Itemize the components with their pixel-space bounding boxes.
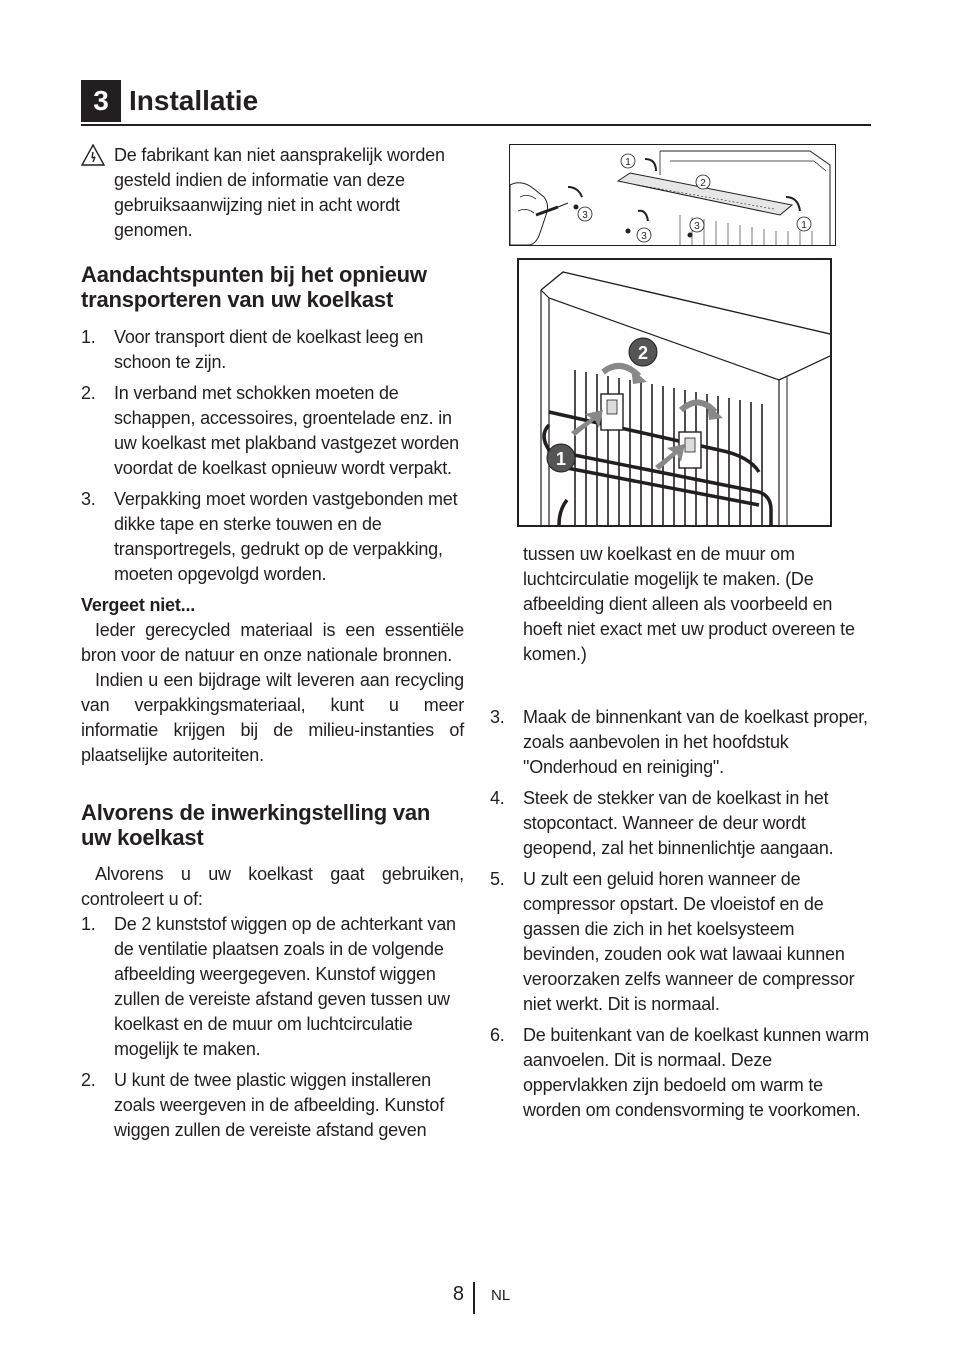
fig1-label: 1 (801, 220, 807, 231)
wedge-illustration-drawing (519, 260, 830, 525)
transport-illustration-drawing (510, 145, 835, 245)
item-text: U kunt de twee plastic wiggen installeren zoals weergeven in de afbeelding. Kunstof wiggen zullen de vereiste afstand geven (114, 1070, 445, 1140)
chapter-title: Installatie (129, 85, 259, 116)
item-number: 1. (81, 914, 96, 934)
item-number: 3. (81, 489, 96, 509)
transport-list (81, 325, 464, 587)
warning-text: De fabrikant kan niet aansprakelijk worden gesteld indien de informatie van deze gebruiksaanwijzing niet in acht wordt genomen. (114, 145, 445, 240)
fig2-label: 2 (637, 343, 649, 363)
left-column (81, 143, 464, 1149)
page-number: 8 (452, 1283, 464, 1305)
footer-divider (473, 1282, 475, 1314)
startup-list-right (490, 705, 875, 1123)
item-number: 4. (490, 788, 505, 808)
right-column (490, 542, 875, 1129)
item-number: 3. (490, 707, 505, 727)
warning-icon (81, 144, 105, 166)
list-item (81, 912, 464, 1062)
chapter-number: 3 (81, 80, 121, 122)
item-number: 6. (490, 1025, 505, 1045)
item-text: Voor transport dient de koelkast leeg en schoon te zijn. (114, 327, 424, 372)
startup-heading: Alvorens de inwerkingstelling van uw koelkast (81, 800, 431, 850)
fig1-label: 3 (582, 210, 588, 221)
recycle-paragraph-1: Ieder gerecycled materiaal is een essentiële bron voor de natuur en onze nationale bronnen. (81, 620, 464, 665)
fig1-label: 2 (700, 178, 706, 189)
item-text: Verpakking moet worden vastgebonden met dikke tape en sterke touwen en de transportregels, gedrukt op de verpakking, moeten opgevolgd worden. (114, 489, 458, 584)
list-item (81, 325, 464, 375)
item-text: Maak de binnenkant van de koelkast proper, zoals aanbevolen in het hoofdstuk "Onderhoud en reiniging". (523, 707, 868, 777)
item-text: De buitenkant van de koelkast kunnen warm aanvoelen. Dit is normaal. Deze oppervlakken zijn bedoeld om warm te worden om condensvorming te voorkomen. (523, 1025, 870, 1120)
language-code: NL (491, 1287, 511, 1304)
item-text: In verband met schokken moeten de schappen, accessoires, groentelade enz. in uw koelkast met plakband vastgezet worden voordat de koelkast opnieuw wordt verpakt. (114, 383, 459, 478)
item-number: 1. (81, 327, 96, 347)
startup-list-left (81, 912, 464, 1143)
item-number: 2. (81, 383, 96, 403)
startup-intro: Alvorens u uw koelkast gaat gebruiken, controleert u of: (81, 864, 464, 909)
item-text: De 2 kunststof wiggen op de achterkant van de ventilatie plaatsen zoals in de volgende afbeelding weergegeven. Kunstof wiggen zullen de vereiste afstand geven tussen uw koelkast en de muur om luchtcirculatie mogelijk te maken. (114, 914, 456, 1059)
list-item (490, 786, 875, 861)
list-item (81, 487, 464, 587)
warning-note (81, 143, 464, 243)
list-item (490, 867, 875, 1017)
fig1-label: 1 (625, 157, 631, 168)
fig1-label: 3 (694, 221, 700, 232)
wedge-illustration (517, 258, 832, 527)
item-text: Steek de stekker van de koelkast in het stopcontact. Wanneer de deur wordt geopend, zal het binnenlichtje aangaan. (523, 788, 834, 858)
fig1-label: 3 (641, 231, 647, 242)
list-item (81, 381, 464, 481)
recycle-title: Vergeet niet... (81, 595, 196, 615)
startup-continuation: tussen uw koelkast en de muur om luchtcirculatie mogelijk te maken. (De afbeelding dient alleen als voorbeeld en hoeft niet exact met uw product overeen te komen.) (523, 544, 855, 664)
recycle-paragraph-2: Indien u een bijdrage wilt leveren aan recycling van verpakkingsmateriaal, kunt u meer informatie krijgen bij de milieu-instanties of plaatselijke autoriteiten. (81, 670, 464, 765)
transport-heading: Aandachtspunten bij het opnieuw transporteren van uw koelkast (81, 262, 427, 312)
item-number: 5. (490, 869, 505, 889)
item-number: 2. (81, 1070, 96, 1090)
chapter-header (81, 80, 871, 126)
item-text: U zult een geluid horen wanneer de compressor opstart. De vloeistof en de gassen die zich in het koelsysteem bevinden, zouden ook wat lawaai kunnen veroorzaken zelfs wanneer de compressor niet werkt. Dit is normaal. (523, 869, 855, 1014)
list-item (490, 1023, 875, 1123)
list-item (81, 1068, 464, 1143)
fig2-label: 1 (555, 449, 567, 469)
transport-illustration (509, 144, 836, 246)
list-item (490, 705, 875, 780)
